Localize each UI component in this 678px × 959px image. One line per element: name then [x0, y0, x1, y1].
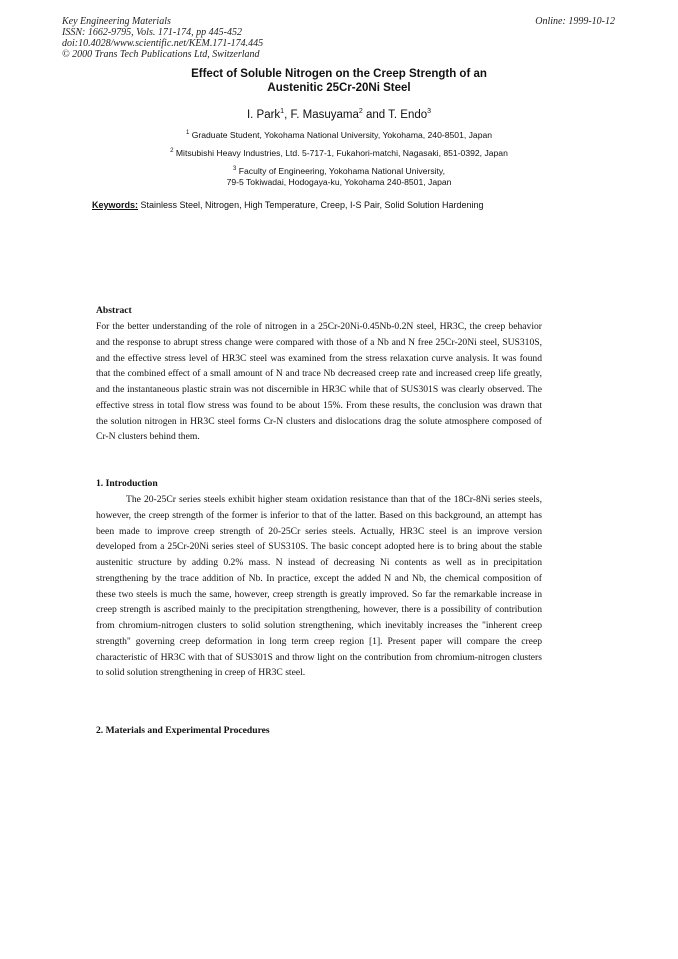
abstract-text: For the better understanding of the role of nitrogen in a 25Cr-20Ni-0.45Nb-0.2N steel, HR3C, the creep behavior and the response to abrupt stress change were compared with those of a Nb and N free 25Cr-20Ni steel, SUS310S, and the effective stress level of HR3C steel was examined from the stress relaxation curve analysis. It was found that the combined effect of a small amount of N and trace Nb decreased creep rate and increased creep life greatly, and the instantaneous plastic strain was not discernible in HR3C while that of SUS301S was clearly observed. The effective stress in total flow stress was found to be about 15%. From these results, the conclusion was drawn that the solution nitrogen in HR3C steel forms Cr-N clusters and dislocations drag the solute atmosphere composed of Cr-N clusters behind them. [96, 321, 542, 443]
abstract-section [96, 305, 542, 445]
issn-line: ISSN: 1662-9795, Vols. 171-174, pp 445-452 [62, 27, 242, 38]
affiliation-2 [60, 146, 618, 159]
section-2 [96, 725, 542, 739]
section-2-heading: 2. Materials and Experimental Procedures [96, 725, 270, 736]
affiliation-2-text: Mitsubishi Heavy Industries, Ltd. 5-717-1, Fukahori-matchi, Nagasaki, 851-0392, Japan [175, 147, 508, 158]
affiliation-3-line-1: Faculty of Engineering, Yokohama National University, [238, 165, 445, 176]
affiliation-2-mark: 2 [170, 148, 174, 154]
abstract-heading: Abstract [96, 305, 132, 316]
copyright-line: © 2000 Trans Tech Publications Ltd, Switzerland [62, 49, 260, 60]
author-separator-1: , F. Masuyama [284, 108, 359, 121]
online-date: Online: 1999-10-12 [535, 16, 615, 27]
publication-info [62, 16, 263, 60]
author-list [60, 108, 618, 121]
introduction-text: The 20-25Cr series steels exhibit higher steam oxidation resistance than that of the 18Cr-8Ni series steels, however, the creep strength of the former is inferior to that of the latter. Based on this background, an attempt has been made to improve creep strength of 20-25Cr series steels. Actually, HR3C steel is an improve version developed from a 25Cr-20Ni series steel of SUS310S. The basic concept adopted here is to bring about the stable austenitic structure by adding 0.2% mass. N instead of decreasing Ni contents as well as in precipitation strengthening by the trace addition of Nb. In practice, except the added N and Nb, the chemical composition of these two steels is much the same, however, creep strength is greatly improved. So far the remarkable increase in creep strength is ascribed mainly to the precipitation strengthening, however, there is a possibility of contribution from chromium-nitrogen clusters to solid solution strengthening, which inevitably increases the "inherent creep strength" governing creep deformation in long term creep region [1]. Present paper will compare the creep characteristic of HR3C with that of SUS301S and throw light on the contribution from chromium-nitrogen clusters to solid solution strengthening in creep of HR3C steel. [96, 494, 542, 679]
author-1-mark: 1 [280, 108, 285, 115]
keywords-label: Keywords: [92, 200, 139, 210]
title-line-1: Effect of Soluble Nitrogen on the Creep Strength of an [191, 68, 487, 80]
affiliation-3-line-2: 79-5 Tokiwadai, Hodogaya-ku, Yokohama 240-8501, Japan [226, 176, 452, 187]
affiliation-3 [60, 164, 618, 188]
affiliation-1 [60, 128, 618, 141]
author-1: I. Park [246, 108, 281, 121]
affiliation-3-mark: 3 [233, 166, 237, 172]
author-2-mark: 2 [358, 108, 363, 115]
keywords-text: Stainless Steel, Nitrogen, High Temperature, Creep, I-S Pair, Solid Solution Hardening [138, 200, 484, 210]
affiliation-1-text: Graduate Student, Yokohama National University, Yokohama, 240-8501, Japan [191, 129, 493, 140]
keywords [92, 200, 538, 211]
title-line-2: Austenitic 25Cr-20Ni Steel [267, 82, 411, 94]
affiliation-1-mark: 1 [185, 130, 190, 136]
paper-title [60, 67, 618, 95]
doi-line: doi:10.4028/www.scientific.net/KEM.171-174.445 [62, 38, 264, 49]
introduction-heading: 1. Introduction [96, 478, 158, 489]
introduction-section [96, 478, 542, 681]
author-3-mark: 3 [427, 108, 432, 115]
author-separator-2: and T. Endo [362, 108, 428, 121]
journal-name: Key Engineering Materials [62, 16, 171, 27]
